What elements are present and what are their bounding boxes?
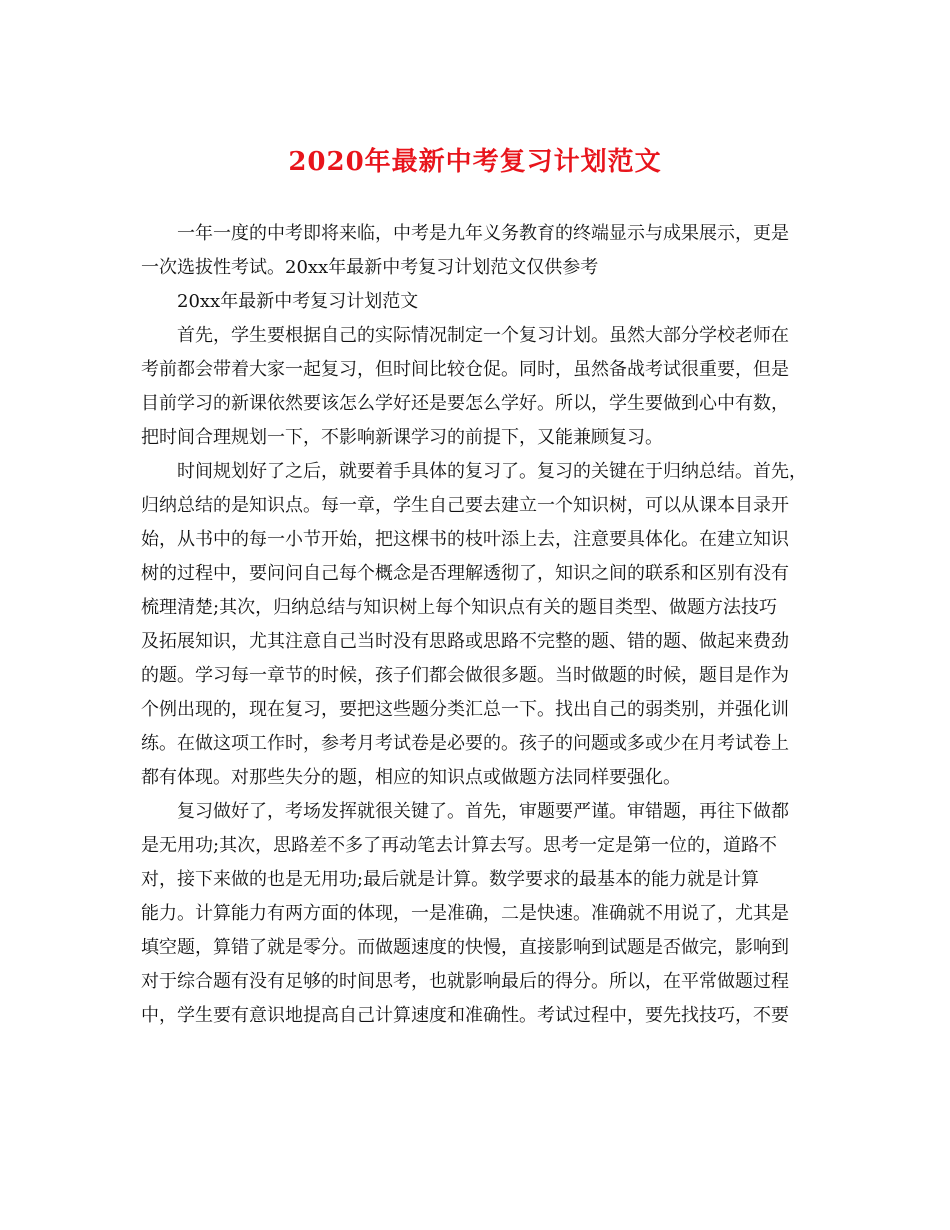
paragraph-line: 能力。计算能力有两方面的体现，一是准确，二是快速。准确就不用说了，尤其是 [141,903,789,924]
paragraph-line: 复习做好了，考场发挥就很关键了。首先，审题要严谨。审错题，再往下做都 [177,801,789,822]
paragraph-line: 目前学习的新课依然要该怎么学好还是要怎么学好。所以，学生要做到心中有数， [141,393,789,414]
paragraph-line: 填空题，算错了就是零分。而做题速度的快慢，直接影响到试题是否做完，影响到 [141,937,789,958]
paragraph-line: 中，学生要有意识地提高自己计算速度和准确性。考试过程中，要先找技巧，不要 [141,1005,789,1026]
paragraph-line: 及拓展知识，尤其注意自己当时没有思路或思路不完整的题、错的题、做起来费劲 [141,631,789,652]
paragraph-line: 梳理清楚;其次，归纳总结与知识树上每个知识点有关的题目类型、做题方法技巧 [141,597,778,618]
paragraph-line: 的题。学习每一章节的时候，孩子们都会做很多题。当时做题的时候，题目是作为 [141,665,789,686]
paragraph-line: 对于综合题有没有足够的时间思考，也就影响最后的得分。所以，在平常做题过程 [141,971,789,992]
paragraph-line: 首先，学生要根据自己的实际情况制定一个复习计划。虽然大部分学校老师在 [177,325,789,346]
paragraph-line: 都有体现。对那些失分的题，相应的知识点或做题方法同样要强化。 [141,767,681,788]
paragraph-line: 考前都会带着大家一起复习，但时间比较仓促。同时，虽然备战考试很重要，但是 [141,359,789,380]
paragraph-line: 个例出现的，现在复习，要把这些题分类汇总一下。找出自己的弱类别，并强化训 [141,699,789,720]
paragraph-line: 归纳总结的是知识点。每一章，学生自己要去建立一个知识树，可以从课本目录开 [141,495,789,516]
paragraph-line: 练。在做这项工作时，参考月考试卷是必要的。孩子的问题或多或少在月考试卷上 [141,733,789,754]
paragraph-line: 一年一度的中考即将来临，中考是九年义务教育的终端显示与成果展示，更是 [177,223,789,244]
paragraph-line: 树的过程中，要问问自己每个概念是否理解透彻了，知识之间的联系和区别有没有 [141,563,789,584]
subtitle-line: 20xx年最新中考复习计划范文 [177,291,419,312]
paragraph-line: 始，从书中的每一小节开始，把这棵书的枝叶添上去，注意要具体化。在建立知识 [141,529,789,550]
document-title: 2020年最新中考复习计划范文 [288,147,662,177]
paragraph-line: 对，接下来做的也是无用功;最后就是计算。数学要求的最基本的能力就是计算 [141,869,760,890]
document-body [141,217,817,1033]
paragraph-line: 一次选拔性考试。20xx年最新中考复习计划范文仅供参考 [141,257,599,278]
paragraph-line: 时间规划好了之后，就要着手具体的复习了。复习的关键在于归纳总结。首先， [177,461,807,482]
paragraph-line: 把时间合理规划一下，不影响新课学习的前提下，又能兼顾复习。 [141,427,663,448]
paragraph-line: 是无用功;其次，思路差不多了再动笔去计算去写。思考一定是第一位的，道路不 [141,835,778,856]
